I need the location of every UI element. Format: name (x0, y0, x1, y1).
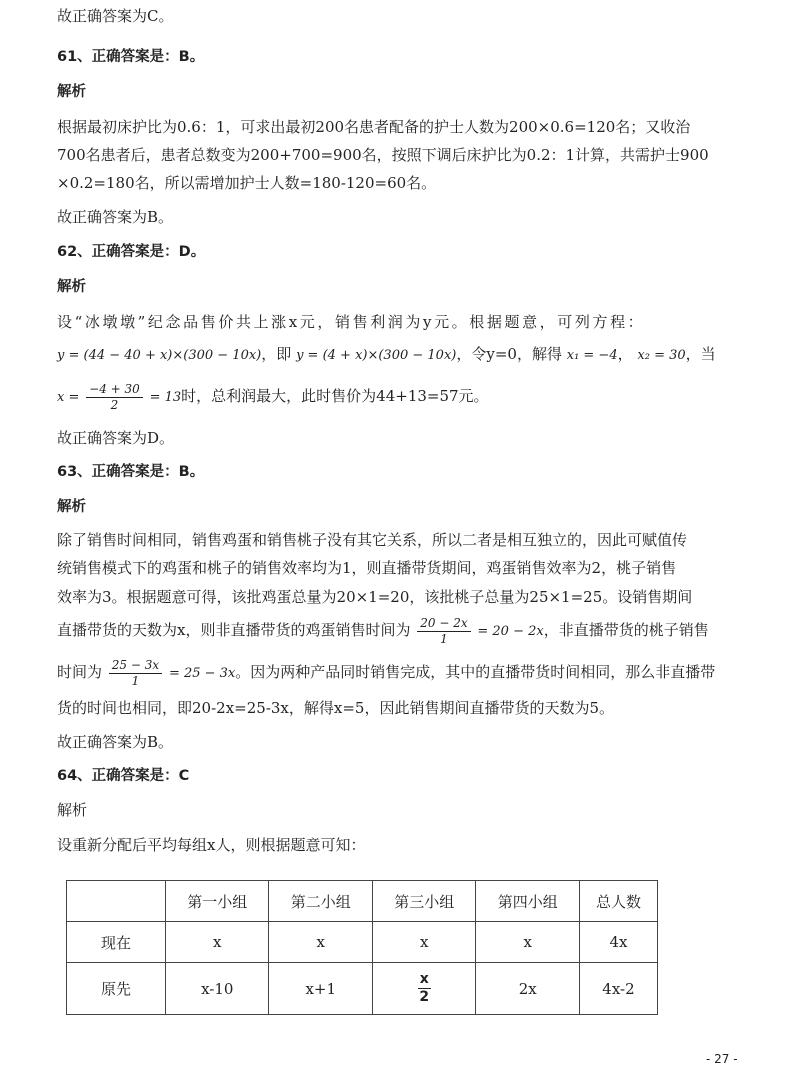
fraction-numerator: x (419, 971, 429, 987)
peach-time-value: = 25 − 3x (168, 666, 236, 681)
analysis-text-61-line3: ×0.2=180名，所以需增加护士人数=180-120=60名。 (57, 174, 437, 192)
analysis-label-63: 解析 (57, 499, 86, 515)
table-header-row (67, 881, 658, 922)
answer-heading-63: 63、正确答案是：B。 (57, 464, 205, 480)
table-row (67, 963, 658, 1015)
table-row (67, 922, 658, 963)
text-fragment: ，即 (261, 345, 292, 363)
analysis-text-63-line4 (57, 614, 709, 648)
egg-time-fraction (417, 616, 470, 647)
answer-conclusion-61: 故正确答案为B。 (57, 208, 174, 226)
text-fragment: 时间为 (57, 663, 103, 681)
table-cell: 4x-2 (579, 963, 657, 1015)
root-x1: x₁ = −4 (566, 348, 618, 363)
table-header-cell: 总人数 (579, 881, 657, 922)
half-x-fraction (418, 971, 431, 1006)
answer-conclusion-63: 故正确答案为B。 (57, 733, 174, 751)
fraction-numerator: 25 − 3x (109, 658, 162, 674)
analysis-label-62: 解析 (57, 279, 86, 295)
analysis-label-64: 解析 (57, 801, 88, 819)
table-cell: x-10 (166, 963, 269, 1015)
text-fragment: ，当 (685, 345, 716, 363)
page-number: - 27 - (706, 1052, 738, 1066)
text-fragment: 时，总利润最大，此时售价为44+13=57元。 (181, 387, 489, 405)
table-row-label: 现在 (67, 922, 166, 963)
equation-profit-simplified: y = (4 + x)×(300 − 10x) (296, 348, 457, 363)
table-cell: 2x (476, 963, 579, 1015)
analysis-text-63-line6: 货的时间也相同，即20-2x=25-3x，解得x=5，因此销售期间直播带货的天数为5。 (57, 699, 615, 717)
table-header-cell: 第四小组 (476, 881, 579, 922)
equation-profit: y = (44 − 40 + x)×(300 − 10x) (57, 348, 262, 363)
table-cell: x (269, 922, 372, 963)
table-header-cell: 第三小组 (372, 881, 475, 922)
analysis-text-62-line1: 设“冰墩墩”纪念品售价共上涨x元，销售利润为y元。根据题意，可列方程： (57, 313, 646, 331)
table-header-cell: 第二小组 (269, 881, 372, 922)
analysis-text-63-line5 (57, 656, 715, 690)
fraction-denominator: 1 (440, 631, 448, 646)
text-fragment: 直播带货的天数为x，则非直播带货的鸡蛋销售时间为 (57, 621, 411, 639)
answer-heading-61: 61、正确答案是：B。 (57, 49, 205, 65)
text-fragment: ， (617, 345, 633, 363)
analysis-text-63-line2: 统销售模式下的鸡蛋和桃子的销售效率均为1，则直播带货期间，鸡蛋销售效率为2，桃子销售 (57, 559, 677, 577)
egg-time-value: = 20 − 2x (477, 624, 544, 639)
fraction-numerator: 20 − 2x (417, 616, 470, 632)
table-header-cell (67, 881, 166, 922)
table-cell (372, 963, 475, 1015)
table-row-label: 原先 (67, 963, 166, 1015)
answer-heading-62: 62、正确答案是：D。 (57, 244, 206, 260)
fraction-denominator: 1 (131, 673, 140, 688)
table-cell: x+1 (269, 963, 372, 1015)
vertex-x-label: x = (57, 390, 80, 405)
analysis-text-62-line3 (57, 380, 489, 414)
answer-conclusion-62: 故正确答案为D。 (57, 429, 175, 447)
table-cell: x (166, 922, 269, 963)
vertex-value: = 13 (149, 390, 182, 405)
text-fragment: ，令y=0，解得 (456, 345, 562, 363)
fraction-denominator: 2 (110, 397, 119, 412)
fraction-denominator: 2 (419, 989, 430, 1005)
analysis-text-61-line2: 700名患者后，患者总数变为200+700=900名，按照下调后床护比为0.2：1计算，共需护士900 (57, 146, 709, 164)
table-cell: x (476, 922, 579, 963)
table-cell: x (372, 922, 475, 963)
analysis-text-63-line3: 效率为3。根据题意可得，该批鸡蛋总量为20×1=20，该批桃子总量为25×1=25。设销售期间 (57, 588, 693, 606)
table-cell: 4x (579, 922, 657, 963)
analysis-text-63-line1: 除了销售时间相同，销售鸡蛋和销售桃子没有其它关系，所以二者是相互独立的，因此可赋值传 (57, 531, 688, 549)
analysis-label-61: 解析 (57, 84, 86, 100)
group-count-table (66, 880, 658, 1015)
root-x2: x₂ = 30 (637, 348, 686, 363)
answer-heading-64: 64、正确答案是：C (57, 768, 190, 784)
answer-conclusion-60: 故正确答案为C。 (57, 7, 174, 25)
analysis-text-61-line1: 根据最初床护比为0.6：1，可求出最初200名患者配备的护士人数为200×0.6=120名；又收治 (57, 118, 691, 136)
text-fragment: ，非直播带货的桃子销售 (543, 621, 709, 639)
text-fragment: 。因为两种产品同时销售完成，其中的直播带货时间相同，那么非直播带 (235, 663, 716, 681)
analysis-text-64-line1: 设重新分配后平均每组x人，则根据题意可知： (57, 836, 366, 854)
peach-time-fraction (109, 658, 162, 689)
table-header-cell: 第一小组 (166, 881, 269, 922)
fraction-numerator: −4 + 30 (86, 382, 143, 398)
vertex-fraction (86, 382, 143, 413)
analysis-text-62-line2 (57, 344, 716, 366)
